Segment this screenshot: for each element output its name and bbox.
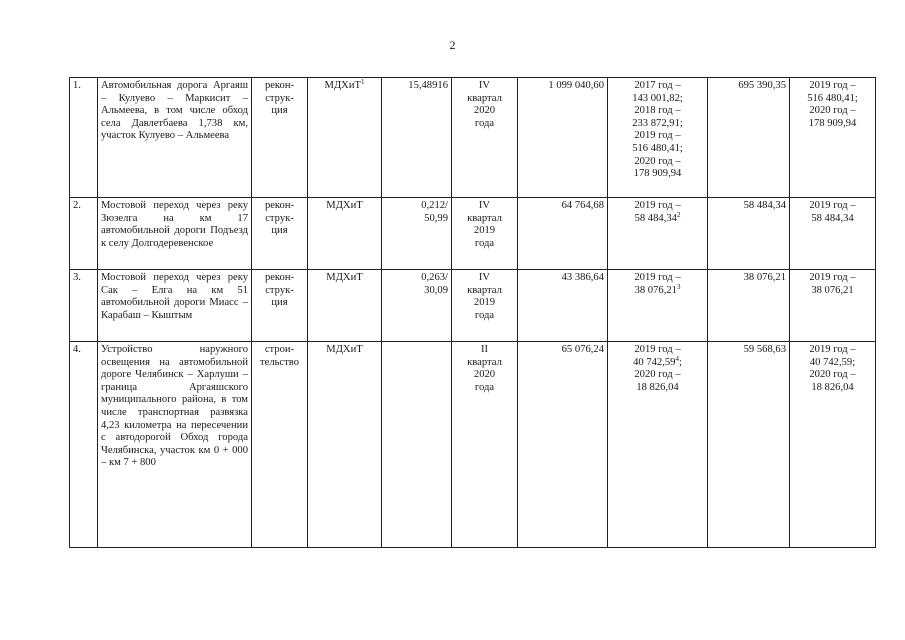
capacity-line: 30,09 [424,284,448,296]
total-funding-cell [708,342,790,548]
planned-funding-line: 2019 год – [809,272,856,283]
total-funding-cell [708,198,790,270]
object-name: Автомобильная дорога Аргаяш – Кулуево – Маркисит – Альмеева, в том числе обход села Давлетбаева 1,738 км, участок Кулуево – Альмеева [101,80,248,142]
customer-name: МДХиТ [326,200,363,211]
object-name-cell [98,270,252,342]
yearly-funding-line: 38 076,21$^3$ [634,282,681,296]
work-type-line: струк- [265,92,294,104]
row-number-cell [70,78,98,198]
completion-term-line: 2019 [473,225,496,237]
customer-name: МДХиТ$^1$ [324,78,365,91]
completion-term-line: года [474,381,495,393]
total-funding: 38 076,21 [743,272,786,283]
capacity-cell [382,342,452,548]
customer-cell [308,198,382,270]
completion-term-line: IV [478,80,491,91]
planned-funding-line: 516 480,41; [807,92,858,104]
total-funding: 58 484,34 [743,200,786,211]
completion-term-line: года [474,237,495,249]
planned-funding-line: 58 484,34 [811,212,854,224]
yearly-funding-line: 2017 год – [634,80,681,91]
objects-table [69,77,876,548]
capacity-cell [382,270,452,342]
planned-funding-cell [790,198,876,270]
work-type-line: рекон- [264,272,295,283]
table-row [70,270,876,342]
work-type-line: ция [271,225,288,237]
completion-term-line: квартал [467,212,502,224]
customer-cell [308,78,382,198]
completion-term-line: II [480,344,489,355]
object-name-cell [98,78,252,198]
yearly-funding-cell [608,78,708,198]
planned-funding-cell [790,78,876,198]
yearly-funding-cell [608,342,708,548]
planned-funding-line: 2019 год – [809,80,856,91]
row-number: 3. [73,272,81,283]
yearly-funding-line: 40 742,59$^4$; [633,354,682,368]
estimated-cost-cell [518,270,608,342]
work-type-line: тельство [259,356,299,368]
yearly-funding-cell [608,270,708,342]
work-type-line: струк- [265,212,294,224]
work-type-cell [252,198,308,270]
estimated-cost: 64 764,68 [561,200,604,211]
yearly-funding-line: 516 480,41; [632,142,683,154]
completion-term-line: 2020 [473,105,496,117]
work-type-line: ция [271,297,288,309]
total-funding: 695 390,35 [738,80,786,91]
object-name: Устройство наружного освещения на автомобильной дороге Челябинск – Харлуши – граница Аргаяшского муниципального района, в том числе транспортная развязка 4,23 километра на пересечении с автодорогой Обход города Челябинска, участок км 0 + 000 – км 7 + 800 [101,344,248,469]
completion-term-cell [452,342,518,548]
completion-term-cell [452,270,518,342]
completion-term-line: 2020 [473,369,496,381]
estimated-cost-cell [518,342,608,548]
yearly-funding-line: 58 484,34$^2$ [634,210,681,224]
completion-term-cell [452,198,518,270]
work-type-cell [252,342,308,548]
row-number: 1. [73,80,81,91]
row-number-cell [70,270,98,342]
capacity-line: 0,263/ [421,272,448,283]
yearly-funding-line: 2019 год – [634,130,681,142]
completion-term-line: квартал [467,92,502,104]
row-number-cell [70,342,98,548]
table-row [70,198,876,270]
work-type-cell [252,78,308,198]
footnote-mark: 1 [360,78,365,86]
estimated-cost: 1 099 040,60 [548,80,604,91]
work-type-cell [252,270,308,342]
table-row [70,342,876,548]
footnote-mark: 4 [675,354,679,363]
completion-term-cell [452,78,518,198]
completion-term-line: года [474,309,495,321]
completion-term-line: квартал [467,284,502,296]
completion-term-line: 2019 [473,297,496,309]
planned-funding-line: 40 742,59; [809,356,856,368]
planned-funding-cell [790,270,876,342]
planned-funding-cell [790,342,876,548]
row-number: 2. [73,200,81,211]
row-number-cell [70,198,98,270]
customer-cell [308,270,382,342]
footnote-mark: 2 [676,210,681,219]
row-number: 4. [73,344,81,355]
work-type-line: рекон- [264,200,295,211]
yearly-funding-line: 233 872,91; [632,117,683,129]
total-funding: 59 568,63 [743,344,786,355]
yearly-funding-line: 2019 год – [634,344,681,355]
capacity-cell [382,78,452,198]
capacity-line: 15,48916 [408,80,448,91]
yearly-funding-line: 2019 год – [634,272,681,283]
estimated-cost-cell [518,198,608,270]
yearly-funding-line: 2020 год – [634,155,681,167]
separator: ; [678,356,682,368]
total-funding-cell [708,78,790,198]
total-funding-cell [708,270,790,342]
yearly-funding-line: 2018 год – [634,105,681,117]
planned-funding-line: 2020 год – [809,105,856,117]
yearly-funding-line: 178 909,94 [633,168,682,180]
estimated-cost-cell [518,78,608,198]
footnote-mark: 3 [676,282,681,291]
completion-term-line: квартал [467,356,502,368]
estimated-cost: 43 386,64 [561,272,604,283]
capacity-line: 0,212/ [421,200,448,211]
table-row [70,78,876,198]
planned-funding-line: 178 909,94 [808,117,857,129]
completion-term-line: года [474,117,495,129]
planned-funding-line: 2019 год – [809,344,856,355]
estimated-cost: 65 076,24 [561,344,604,355]
customer-cell [308,342,382,548]
table-body [70,78,876,548]
customer-name: МДХиТ [326,272,363,283]
planned-funding-line: 2019 год – [809,200,856,211]
yearly-funding-line: 2019 год – [634,200,681,211]
yearly-funding-cell [608,198,708,270]
yearly-funding-line: 18 826,04 [636,381,679,393]
object-name: Мостовой переход через реку Зюзелга на км 17 автомобильной дороги Подъезд к селу Долгодеревенское [101,200,248,249]
work-type-line: рекон- [264,80,295,91]
yearly-funding-line: 143 001,82; [632,92,683,104]
planned-funding-line: 2020 год – [809,369,856,381]
completion-term-line: IV [478,200,491,211]
capacity-cell [382,198,452,270]
completion-term-line: IV [478,272,491,283]
capacity-line: 50,99 [424,212,448,224]
object-name-cell [98,198,252,270]
planned-funding-line: 38 076,21 [811,284,854,296]
work-type-line: строи- [264,344,295,355]
customer-name: МДХиТ [326,344,363,355]
object-name-cell [98,342,252,548]
work-type-line: ция [271,105,288,117]
planned-funding-line: 18 826,04 [811,381,854,393]
page-number: 2 [449,38,456,52]
object-name: Мостовой переход через реку Сак – Елга на км 51 автомобильной дороги Миасс – Карабаш – Кыштым [101,272,248,321]
yearly-funding-line: 2020 год – [634,369,681,381]
work-type-line: струк- [265,284,294,296]
